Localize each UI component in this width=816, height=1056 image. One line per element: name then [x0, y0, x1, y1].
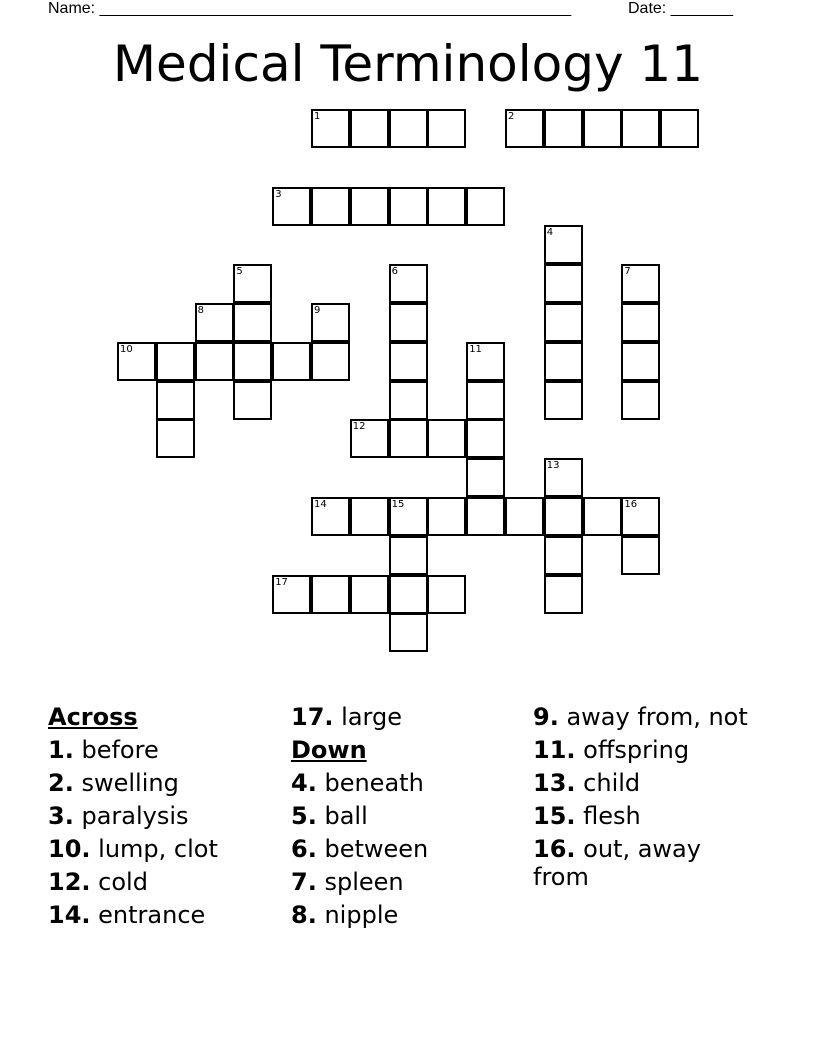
grid-cell[interactable] [427, 575, 466, 614]
grid-cell[interactable] [350, 497, 389, 536]
grid-cell[interactable] [389, 381, 428, 420]
grid-cell[interactable] [544, 264, 583, 303]
clue-item-number: 7. [291, 868, 317, 896]
clue-item-number: 4. [291, 769, 317, 797]
grid-cell[interactable] [233, 303, 272, 342]
grid-cell[interactable] [389, 536, 428, 575]
grid-cell[interactable] [272, 187, 311, 226]
clue-item-number: 11. [533, 736, 576, 764]
clue-item-text: ball [324, 802, 368, 830]
grid-cell[interactable] [660, 109, 699, 148]
grid-cell[interactable] [621, 264, 660, 303]
grid-cell[interactable] [544, 497, 583, 536]
down-clue-list [291, 769, 531, 929]
grid-cell[interactable] [195, 303, 234, 342]
grid-cell[interactable] [544, 342, 583, 381]
grid-cell[interactable] [311, 497, 350, 536]
grid-cell[interactable] [311, 575, 350, 614]
grid-cell[interactable] [466, 458, 505, 497]
page-title: Medical Terminology 11 [112, 35, 704, 93]
clue-item-number: 16. [533, 835, 576, 863]
clue-item-text: out, away from [533, 835, 701, 891]
grid-cell[interactable] [621, 303, 660, 342]
clue-item [291, 703, 531, 731]
grid-cell[interactable] [544, 536, 583, 575]
grid-cell[interactable] [156, 419, 195, 458]
clue-number: 9 [314, 305, 321, 316]
grid-cell[interactable] [389, 264, 428, 303]
clue-item-number: 2. [48, 769, 74, 797]
clue-item [533, 736, 753, 764]
grid-cell[interactable] [583, 497, 622, 536]
grid-cell[interactable] [389, 575, 428, 614]
clue-item [48, 769, 288, 797]
across-clue-list [48, 736, 288, 929]
clue-number: 5 [236, 266, 243, 278]
clue-item-number: 10. [48, 835, 91, 863]
clue-item-number: 8. [291, 901, 317, 929]
grid-cell[interactable] [156, 381, 195, 420]
clue-number: 10 [120, 343, 133, 355]
clue-item [48, 868, 288, 896]
grid-cell[interactable] [311, 109, 350, 148]
clue-item-number: 1. [48, 736, 74, 764]
grid-cell[interactable] [233, 342, 272, 381]
across-clue-list-continued [291, 703, 531, 731]
clue-number: 1 [314, 111, 321, 122]
clue-item-text: swelling [81, 769, 179, 797]
grid-cell[interactable] [311, 187, 350, 226]
down-clue-list-continued [533, 703, 753, 891]
clue-number: 16 [624, 499, 638, 510]
grid-cell[interactable] [272, 575, 311, 614]
clue-item [291, 802, 531, 830]
clue-item-text: offspring [583, 736, 690, 764]
grid-cell[interactable] [505, 497, 544, 536]
clue-item [48, 802, 288, 830]
grid-cell[interactable] [195, 342, 234, 381]
grid-cell[interactable] [272, 342, 311, 381]
clues-column-2 [291, 703, 531, 934]
clue-item-number: 12. [48, 868, 91, 896]
clue-item-number: 5. [291, 802, 317, 830]
grid-cell[interactable] [621, 109, 660, 148]
clue-item [291, 835, 531, 863]
grid-cell[interactable] [350, 109, 389, 148]
clue-item-text: entrance [98, 901, 206, 929]
grid-cell[interactable] [621, 381, 660, 420]
clue-item-text: large [341, 703, 402, 731]
clue-item [291, 868, 531, 896]
clue-number: 14 [314, 499, 327, 510]
clue-item [48, 835, 288, 863]
grid-cell[interactable] [427, 419, 466, 458]
clue-item-number: 17. [291, 703, 334, 731]
clue-item-number: 3. [48, 802, 74, 830]
grid-cell[interactable] [544, 381, 583, 420]
across-heading: Across [48, 703, 138, 731]
clue-number: 3 [275, 188, 282, 200]
clue-item-text: away from, not [566, 703, 748, 731]
clue-number: 11 [469, 343, 482, 355]
clue-item [533, 703, 753, 731]
grid-cell[interactable] [117, 342, 156, 381]
grid-cell[interactable] [544, 109, 583, 148]
grid-cell[interactable] [233, 264, 272, 303]
clue-number: 12 [352, 421, 366, 433]
name-field-label[interactable]: Name: _____________________________________________________ [48, 0, 572, 17]
clue-item [48, 736, 288, 764]
grid-cell[interactable] [505, 109, 544, 148]
grid-cell[interactable] [544, 458, 583, 497]
grid-cell[interactable] [156, 342, 195, 381]
grid-cell[interactable] [621, 536, 660, 575]
clue-item [291, 769, 531, 797]
grid-cell[interactable] [466, 342, 505, 381]
clues-column-3 [533, 703, 753, 896]
grid-cell[interactable] [389, 419, 428, 458]
grid-cell[interactable] [350, 187, 389, 226]
down-heading: Down [291, 736, 367, 764]
grid-cell[interactable] [466, 419, 505, 458]
clue-item-number: 14. [48, 901, 91, 929]
grid-cell[interactable] [311, 303, 350, 342]
clue-item-number: 13. [533, 769, 576, 797]
clue-number: 6 [391, 266, 398, 278]
grid-cell[interactable] [389, 109, 428, 148]
clues-column-1 [48, 703, 288, 934]
grid-cell[interactable] [389, 187, 428, 226]
clue-item-number: 15. [533, 802, 576, 830]
grid-cell[interactable] [544, 225, 583, 264]
grid-cell[interactable] [233, 381, 272, 420]
grid-cell[interactable] [311, 342, 350, 381]
grid-cell[interactable] [621, 497, 660, 536]
grid-cell[interactable] [350, 419, 389, 458]
clue-item-text: before [81, 736, 159, 764]
clue-number: 4 [546, 227, 554, 239]
clue-item-text: between [324, 835, 429, 863]
clue-item-text: paralysis [81, 802, 189, 830]
grid-cell[interactable] [389, 303, 428, 342]
grid-cell[interactable] [583, 109, 622, 148]
clue-item [48, 901, 288, 929]
clue-item-text: child [583, 769, 641, 797]
clue-item [291, 901, 531, 929]
grid-cell[interactable] [389, 497, 428, 536]
clue-item [533, 769, 753, 797]
grid-cell[interactable] [621, 342, 660, 381]
grid-cell[interactable] [427, 109, 466, 148]
grid-cell[interactable] [466, 187, 505, 226]
clue-item-text: cold [98, 868, 148, 896]
clue-item-number: 9. [533, 703, 559, 731]
clue-number: 17 [275, 576, 288, 588]
clue-number: 15 [391, 499, 405, 510]
grid-cell[interactable] [544, 303, 583, 342]
grid-cell[interactable] [427, 187, 466, 226]
clue-item [533, 835, 753, 891]
clue-number: 13 [546, 460, 560, 472]
grid-cell[interactable] [389, 613, 428, 652]
clue-item-number: 6. [291, 835, 317, 863]
grid-cell[interactable] [427, 497, 466, 536]
clue-item-text: lump, clot [98, 835, 218, 863]
date-field-label[interactable]: Date: _______ [628, 0, 733, 17]
clue-item-text: flesh [583, 802, 641, 830]
grid-cell[interactable] [466, 381, 505, 420]
clue-item-text: spleen [324, 868, 404, 896]
grid-cell[interactable] [350, 575, 389, 614]
clue-item [533, 802, 753, 830]
clue-number: 7 [624, 266, 631, 278]
grid-cell[interactable] [466, 497, 505, 536]
clue-number: 2 [508, 111, 515, 122]
grid-cell[interactable] [389, 342, 428, 381]
grid-cell[interactable] [544, 575, 583, 614]
clue-number: 8 [197, 305, 204, 316]
clue-item-text: nipple [324, 901, 399, 929]
clue-item-text: beneath [324, 769, 424, 797]
